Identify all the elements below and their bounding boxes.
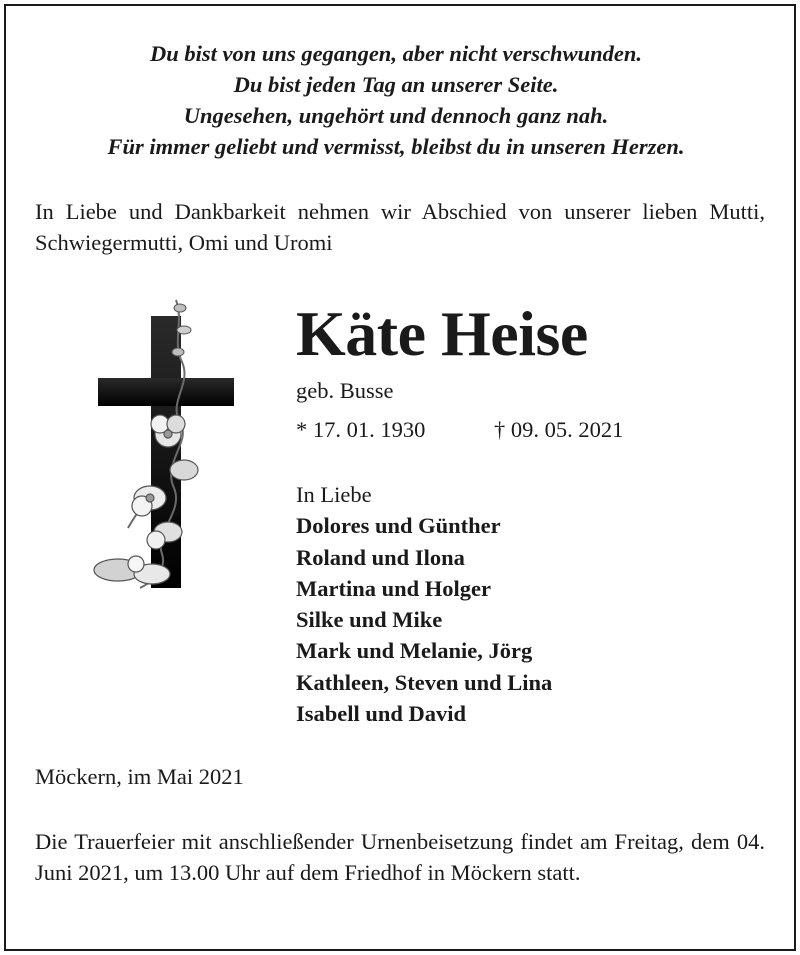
family-member: Mark und Melanie, Jörg	[296, 638, 533, 664]
funeral-notice: Die Trauerfeier mit anschließender Urnenbeisetzung findet am Freitag, dem 04. Juni 2021, um 13.00 Uhr auf dem Friedhof in Möckern statt.	[35, 829, 765, 885]
poem-line: Du bist jeden Tag an unserer Seite.	[233, 72, 559, 97]
life-dates	[296, 415, 624, 445]
family-member: Dolores und Günther	[296, 513, 501, 539]
family-member: Isabell und David	[296, 701, 467, 727]
intro-text: In Liebe und Dankbarkeit nehmen wir Abschied von unserer lieben Mutti, Schwiegermutti, Omi und Uromi	[35, 199, 765, 255]
poem-line: Du bist von uns gegangen, aber nicht verschwunden.	[150, 41, 642, 66]
family-member: Silke und Mike	[296, 607, 443, 633]
cross-with-flowers-icon	[88, 292, 248, 592]
family-member: Martina und Holger	[296, 575, 491, 601]
family-member: Roland und Ilona	[296, 544, 465, 570]
family-member: Kathleen, Steven und Lina	[296, 669, 553, 695]
poem-line: Für immer geliebt und vermisst, bleibst du in unseren Herzen.	[107, 134, 685, 159]
death-date: † 09. 05. 2021	[494, 417, 624, 442]
place-date: Möckern, im Mai 2021	[35, 764, 244, 789]
deceased-name: Käte Heise	[296, 298, 588, 369]
poem	[0, 38, 792, 162]
family-list	[296, 479, 552, 729]
birth-name: geb. Busse	[296, 378, 394, 403]
birth-date: * 17. 01. 1930	[296, 417, 426, 442]
family-intro: In Liebe	[296, 482, 372, 507]
poem-line: Ungesehen, ungehört und dennoch ganz nah.	[183, 103, 609, 128]
